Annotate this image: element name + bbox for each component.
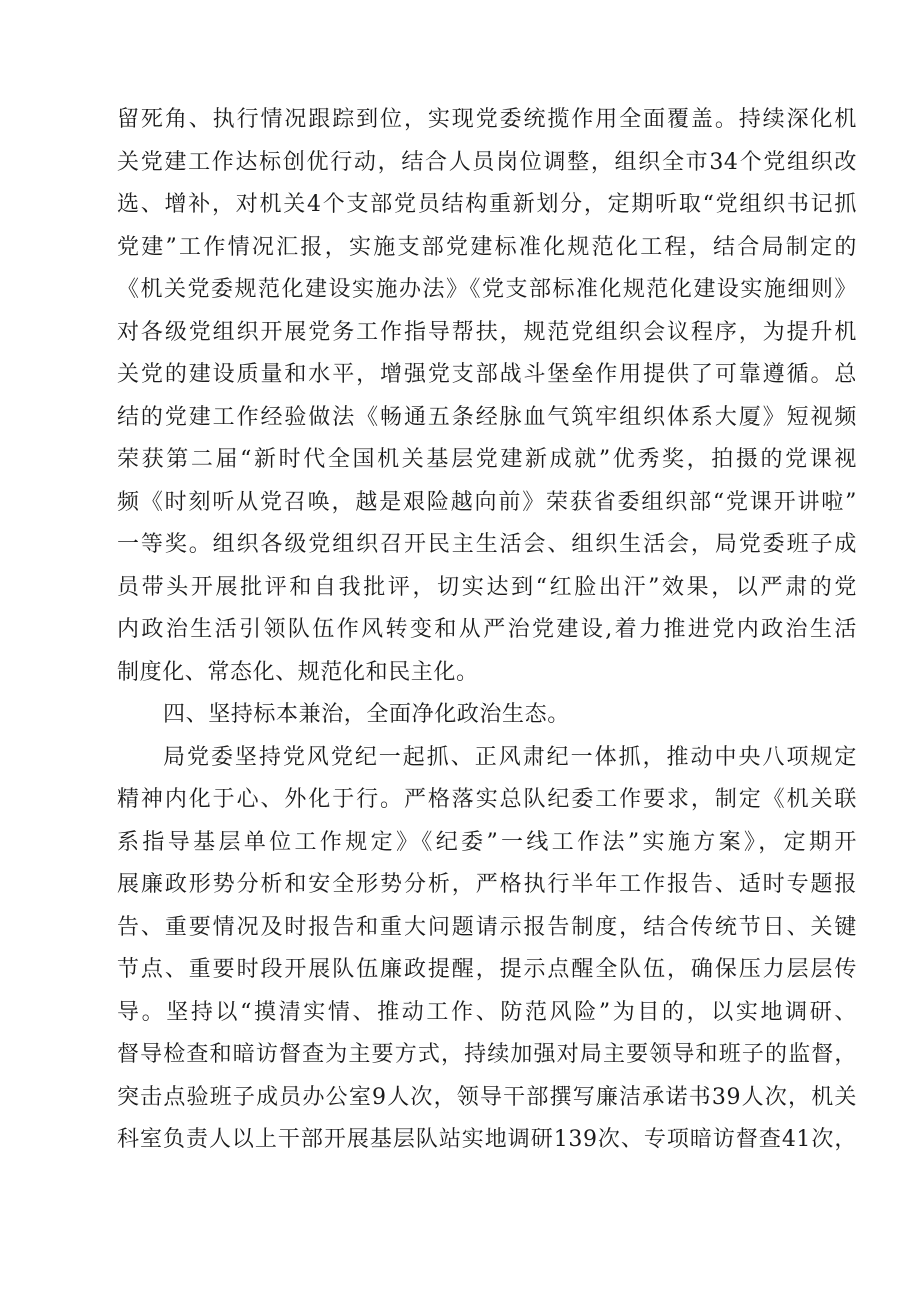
- paragraph-line-end: 制度化、常态化、规范化和民主化。: [117, 659, 479, 685]
- paragraph-line: 系指导基层单位工作规定》《纪委”一线工作法”实施方案》，定期开: [117, 829, 857, 855]
- paragraph-line: 展廉政形势分析和安全形势分析，严格执行半年工作报告、适时专题报: [117, 872, 857, 897]
- paragraph-line: 留死角、执行情况跟踪到位，实现党委统揽作用全面覆盖。持续深化机: [117, 107, 857, 132]
- paragraph-line: 选、增补，对机关4个支部党员结构重新划分，定期听取“党组织书记抓: [117, 192, 857, 217]
- paragraph-line: 关党建工作达标创优行动，结合人员岗位调整，组织全市34个党组织改: [117, 149, 857, 175]
- paragraph-line: 频《时刻听从党召唤，越是艰险越向前》荣获省委组织部“党课开讲啦”: [117, 489, 857, 515]
- paragraph-line: 内政治生活引领队伍作风转变和从严治党建设,着力推进党内政治生活: [117, 617, 857, 642]
- paragraph-line: 督导检查和暗访督查为主要方式，持续加强对局主要领导和班子的监督，: [117, 1042, 857, 1067]
- section-heading: 四、坚持标本兼治，全面净化政治生态。: [163, 702, 570, 727]
- paragraph-line: 党建”工作情况汇报，实施支部党建标准化规范化工程，结合局制定的: [117, 234, 857, 260]
- document-body: [117, 99, 857, 1162]
- paragraph-line: 科室负责人以上干部开展基层队站实地调研139次、专项暗访督查41次，: [117, 1127, 857, 1152]
- paragraph-line: 对各级党组织开展党务工作指导帮扶，规范党组织会议程序，为提升机: [117, 319, 857, 345]
- paragraph-line: 节点、重要时段开展队伍廉政提醒，提示点醒全队伍，确保压力层层传: [117, 957, 857, 982]
- paragraph-line: 突击点验班子成员办公室9人次，领导干部撰写廉洁承诺书39人次，机关: [117, 1084, 857, 1110]
- paragraph-line: 导。坚持以“摸清实情、推动工作、防范风险”为目的，以实地调研、: [117, 999, 857, 1025]
- paragraph-line: 一等奖。组织各级党组织召开民主生活会、组织生活会，局党委班子成: [117, 532, 857, 557]
- paragraph-line: 关党的建设质量和水平，增强党支部战斗堡垒作用提供了可靠遵循。总: [117, 362, 857, 387]
- paragraph-line: 精神内化于心、外化于行。严格落实总队纪委工作要求，制定《机关联: [117, 787, 857, 812]
- paragraph-line: 荣获第二届“新时代全国机关基层党建新成就”优秀奖，拍摄的党课视: [117, 447, 857, 472]
- paragraph-line: 《机关党委规范化建设实施办法》《党支部标准化规范化建设实施细则》: [117, 277, 857, 302]
- paragraph-first-line: 局党委坚持党风党纪一起抓、正风肃纪一体抓，推动中央八项规定: [163, 744, 857, 770]
- paragraph-line: 结的党建工作经验做法《畅通五条经脉血气筑牢组织体系大厦》短视频: [117, 404, 857, 430]
- paragraph-line: 告、重要情况及时报告和重大问题请示报告制度，结合传统节日、关键: [117, 914, 857, 940]
- paragraph-line: 员带头开展批评和自我批评，切实达到“红脸出汗”效果，以严肃的党: [117, 574, 857, 600]
